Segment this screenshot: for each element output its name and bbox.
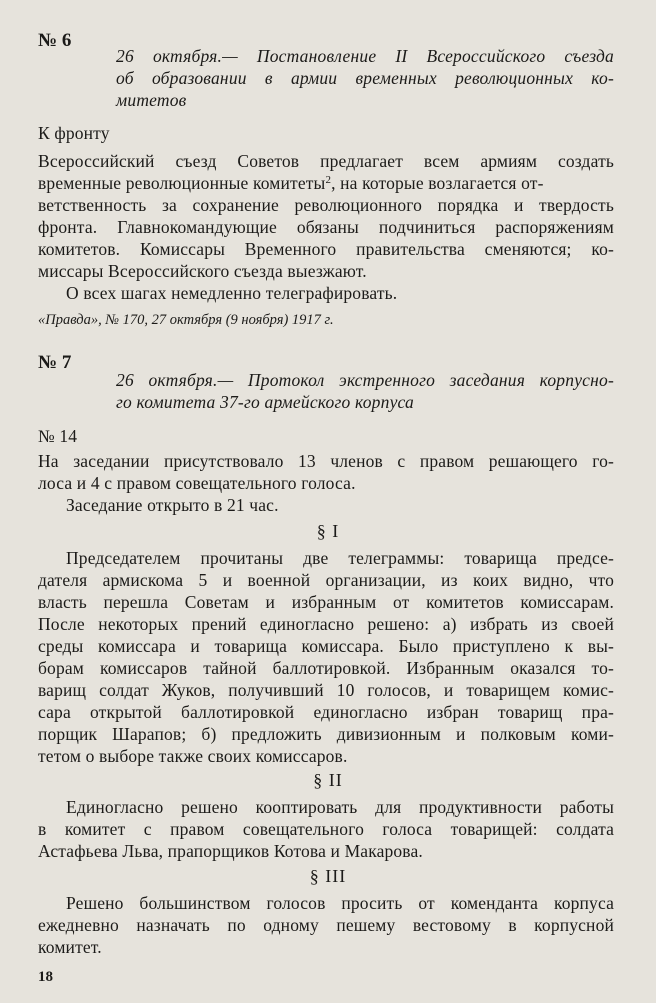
doc6-body-line-2 <box>38 173 614 194</box>
section-1-line: тетом о выборе также своих комиссаров. <box>38 746 348 766</box>
doc6-body-line-6: миссары Всероссийского съезда выезжают. <box>38 261 367 281</box>
section-2-line: Единогласно решено кооптировать для продуктивности работы <box>66 797 614 817</box>
doc6-body-line-4: фронта. Главнокомандующие обязаны подчиниться распоряжениям <box>38 217 614 237</box>
doc7-intro-line-2: лоса и 4 с правом совещательного голоса. <box>38 473 356 493</box>
section-1-line: борам комиссаров тайной баллотировкой. Избранным оказался то- <box>38 658 614 678</box>
page-number: 18 <box>38 969 53 985</box>
doc6-body-line-7: О всех шагах немедленно телеграфировать. <box>66 283 398 303</box>
section-1-title: § I <box>316 521 340 541</box>
section-1-line: Председателем прочитаны две телеграммы: товарища предсе- <box>66 548 614 568</box>
footnote-mark: 2 <box>325 174 332 186</box>
doc6-body-line-2-text: временные революционные комитеты <box>38 173 326 193</box>
section-3-title: § III <box>309 866 347 886</box>
section-1-line: власть перешла Советам и избранным от комитетов комиссарам. <box>38 592 614 612</box>
section-1-line: После некоторых прений единогласно решено: а) избрать из своей <box>38 614 614 634</box>
section-3-line: ежедневно назначать по одному пешему вестовому в корпусной <box>38 915 614 935</box>
section-3-line: Решено большинством голосов просить от коменданта корпуса <box>66 893 614 913</box>
doc6-heading-line-1: 26 октября.— Постановление II Всероссийского съезда <box>116 46 614 66</box>
section-2-line: в комитет с правом совещательного голоса товарищей: солдата <box>38 819 614 839</box>
section-1-line: среды комиссара и товарища комиссара. Было приступлено к вы- <box>38 636 614 656</box>
doc7-intro-line-3: Заседание открыто в 21 час. <box>66 495 279 515</box>
doc7-heading-line-2: го комитета 37-го армейского корпуса <box>116 392 415 412</box>
doc6-heading-line-2: об образовании в армии временных революционных ко- <box>116 68 614 88</box>
doc6-body-line-3: ветственность за сохранение революционного порядка и твердость <box>38 195 614 215</box>
section-1-line: дателя армискома 5 и военной организации, из коих видно, что <box>38 570 614 590</box>
doc6-body-line-5: комитетов. Комиссары Временного правительства сменяются; ко- <box>38 239 614 259</box>
doc6-body-line-1: Всероссийский съезд Советов предлагает всем армиям создать <box>38 151 614 171</box>
doc6-source: «Правда», № 170, 27 октября (9 ноября) 1917 г. <box>38 312 334 328</box>
section-2-line: Астафьева Льва, прапорщиков Котова и Макарова. <box>38 841 423 861</box>
doc6-number: № 6 <box>38 30 72 51</box>
section-1-line: сара открытой баллотировкой единогласно избран товарищ пра- <box>38 702 614 722</box>
section-1-line: варищ солдат Жуков, получивший 10 голосов, и товарищем комис- <box>38 680 614 700</box>
doc7-intro-line-1: На заседании присутствовало 13 членов с правом решающего го- <box>38 451 614 471</box>
doc6-salutation: К фронту <box>38 123 110 143</box>
protocol-number: № 14 <box>38 426 78 446</box>
doc6-heading-line-3: митетов <box>116 90 187 110</box>
doc7-number: № 7 <box>38 352 72 373</box>
section-2-title: § II <box>313 770 343 790</box>
section-1-line: порщик Шарапов; б) предложить дивизионным и полковым коми- <box>38 724 614 744</box>
doc7-heading-line-1: 26 октября.— Протокол экстренного заседания корпусно- <box>116 370 614 390</box>
doc6-body-line-2-tail: , на которые возлагается от- <box>331 173 544 193</box>
section-3-line: комитет. <box>38 937 102 957</box>
